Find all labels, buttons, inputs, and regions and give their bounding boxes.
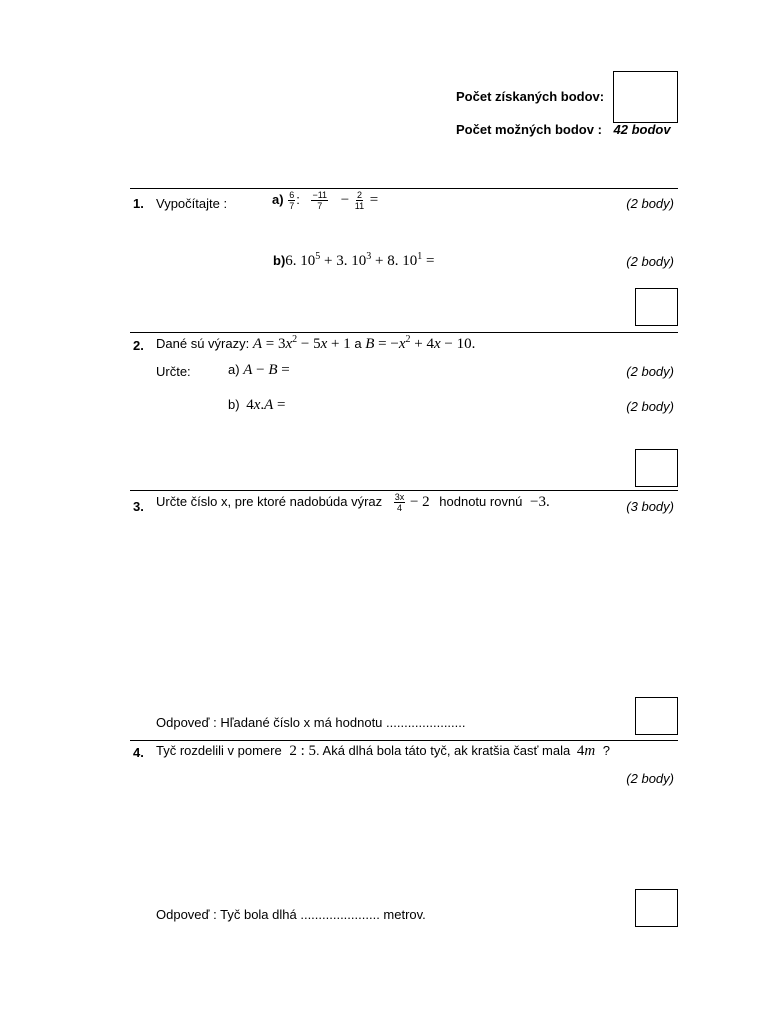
q1-label: Vypočítajte :: [156, 196, 228, 211]
q2-intro-line: Dané sú výrazy: $A = 3x^2 - 5x + 1$ a $B = -x^2 + 4x - 10$.: [156, 334, 476, 352]
q2a-expression: a) A − B =: [228, 362, 290, 378]
obtained-points-label: Počet získaných bodov:: [456, 89, 605, 104]
q2-determine: Určte:: [156, 364, 191, 379]
q2b-points: (2 body): [626, 399, 674, 414]
q1a-fraction-3: $\frac{2}{11}$: [354, 190, 365, 211]
q4-score-box[interactable]: [635, 889, 678, 927]
q3-answer-line: Odpoveď : Hľadané číslo x má hodnotu ......................: [156, 715, 466, 730]
divider-line: [130, 332, 678, 333]
q2-expression-a: $A = 3x^2 - 5x + 1$: [252, 334, 351, 352]
obtained-points-box[interactable]: [613, 71, 678, 123]
q1b-label: b): [273, 253, 286, 268]
q2-number: 2.: [133, 338, 144, 353]
q3-score-box[interactable]: [635, 697, 678, 735]
q1a-expression: a) $\frac{6}{7}$ : $\frac{-11}{7}$ − $\frac{2}{11}$ =: [272, 190, 379, 211]
possible-points-label: Počet možných bodov :: [456, 122, 602, 137]
q1a-label: a): [272, 191, 284, 207]
q1-number: 1.: [133, 196, 144, 211]
possible-points-value: 42 bodov: [613, 122, 671, 137]
q4-question: Tyč rozdelili v pomere 2 : 5. Aká dlhá bola táto tyč, ak kratšia časť mala 4m ?: [156, 743, 611, 759]
divider-line: [130, 490, 678, 491]
q2-score-box[interactable]: [635, 449, 678, 487]
q1a-fraction-1: $\frac{6}{7}$: [289, 190, 295, 211]
q3-fraction: $\frac{3x}{4}$: [394, 492, 405, 513]
q3-number: 3.: [133, 499, 144, 514]
divider-line: [130, 188, 678, 189]
q2b-expression: b) 4x.A =: [228, 397, 286, 413]
q2a-points: (2 body): [626, 364, 674, 379]
q2-expression-b: $B = -x^2 + 4x - 10$.: [365, 334, 476, 352]
q1a-fraction-2: $\frac{-11}{7}$: [312, 190, 328, 211]
q3-question: Určte číslo x, pre ktoré nadobúda výraz $\frac{3x}{4}$ − 2 hodnotu rovnú −3.: [156, 492, 550, 513]
possible-points-row: [456, 122, 671, 137]
q1-score-box[interactable]: [635, 288, 678, 326]
q1b-expression: b)6. $10^5 + 3$. $10^3 + 8$. $10^1$ =: [273, 251, 435, 269]
q1b-points: (2 body): [626, 254, 674, 269]
q1a-points: (2 body): [626, 196, 674, 211]
q4-points: (2 body): [626, 771, 674, 786]
q3-points: (3 body): [626, 499, 674, 514]
q4-answer-line: Odpoveď : Tyč bola dlhá ...................... metrov.: [156, 907, 426, 922]
divider-line: [130, 740, 678, 741]
q4-number: 4.: [133, 745, 144, 760]
q2-intro: Dané sú výrazy:: [156, 336, 250, 351]
